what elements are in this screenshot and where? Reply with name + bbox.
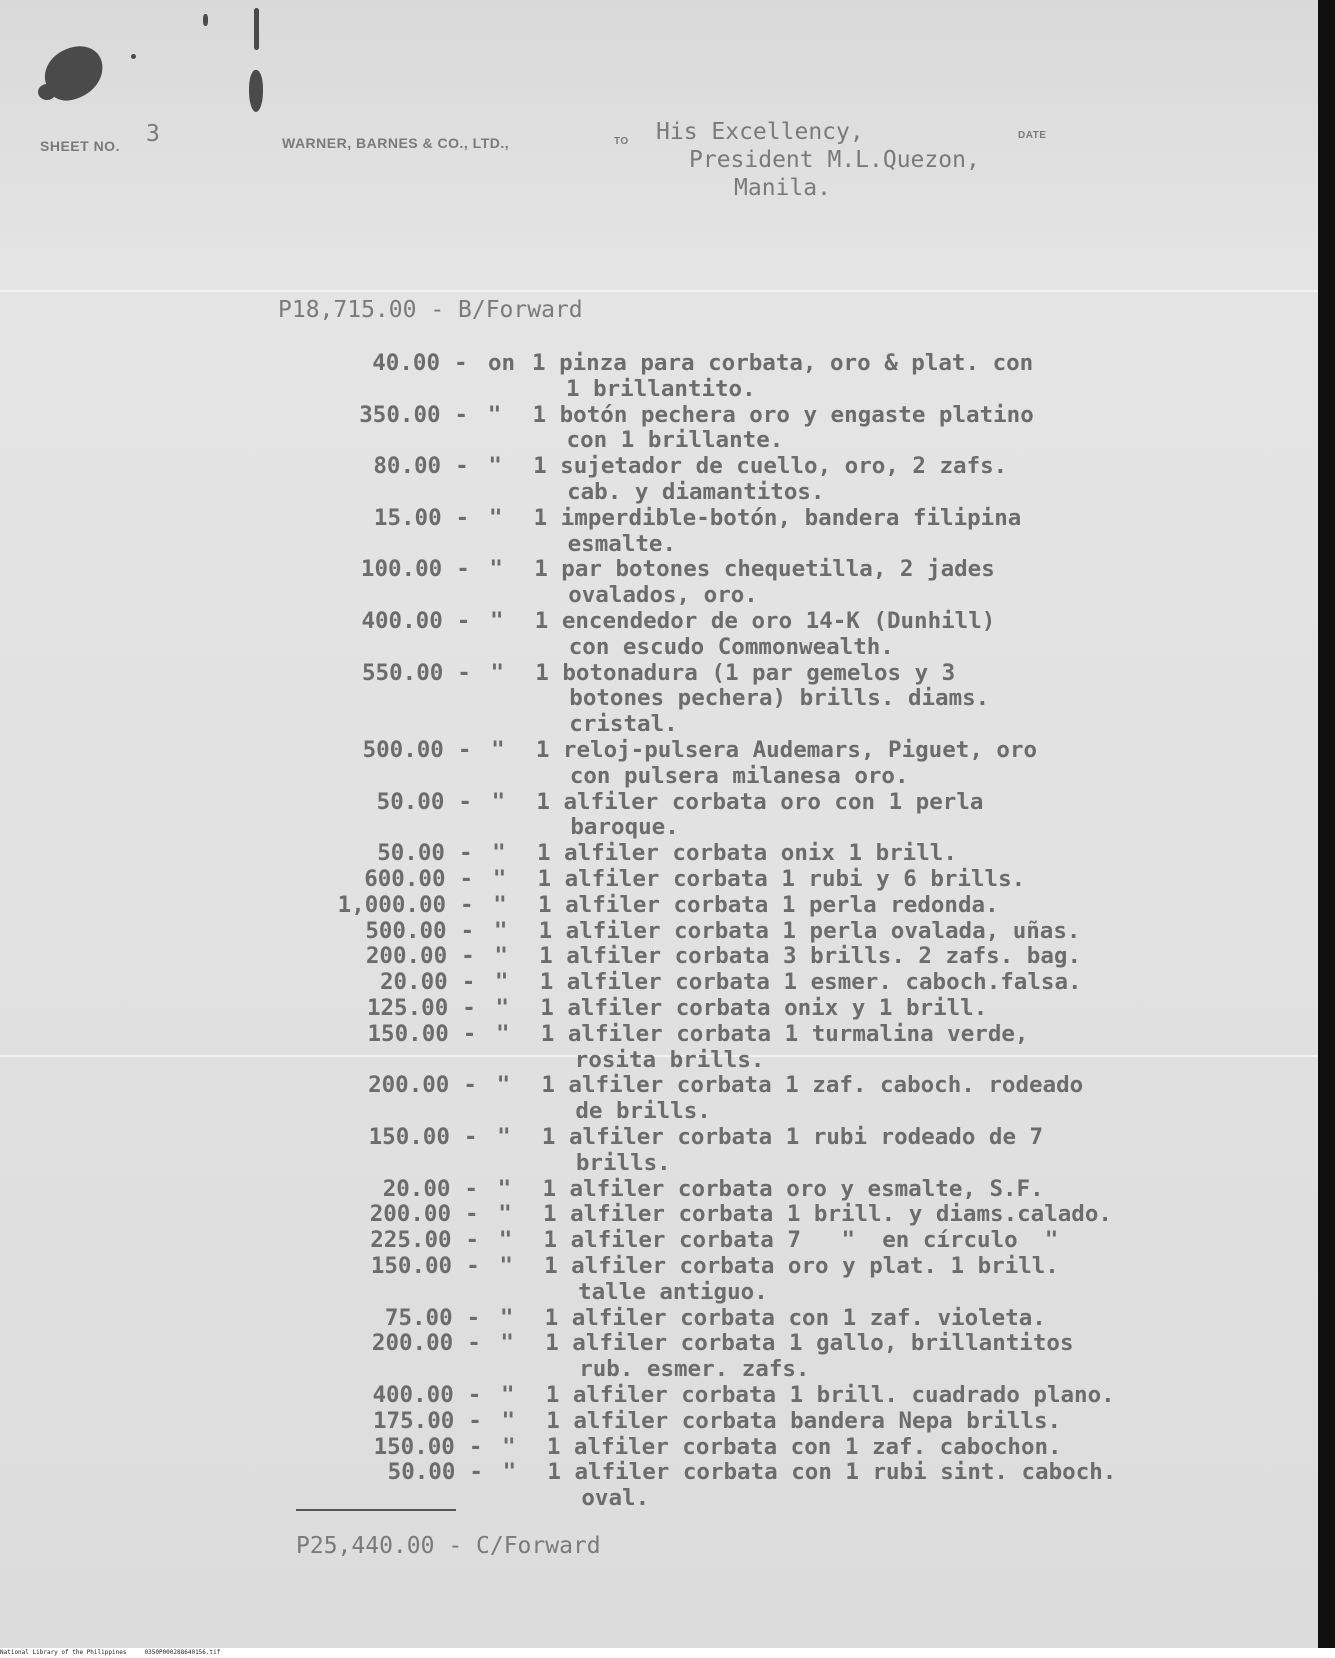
item-description-line: ovalados, oro.: [568, 582, 758, 609]
item-description-line: 1 alfiler corbata 1 perla ovalada, uñas.: [538, 917, 1081, 944]
item-separator: -: [455, 453, 469, 480]
item-separator: -: [455, 504, 470, 531]
item-description-line: 1 alfiler corbata 3 brills. 2 zafs. bag.: [539, 943, 1081, 970]
item-separator: -: [460, 891, 474, 918]
brought-forward: P18,715.00 - B/Forward: [278, 297, 583, 323]
ditto-mark: ": [501, 1407, 516, 1434]
item-amount: 500.00: [362, 737, 444, 763]
fold-line: [0, 290, 1318, 292]
ditto-mark: ": [497, 1175, 512, 1202]
item-description-line: cristal.: [569, 711, 678, 738]
ditto-mark: ": [492, 840, 506, 867]
item-description-line: 1 alfiler corbata con 1 zaf. cabochon.: [546, 1433, 1062, 1460]
item-amount: 20.00: [379, 969, 448, 996]
item-separator: -: [457, 659, 471, 686]
item-amount: 550.00: [362, 659, 444, 686]
ditto-mark: ": [502, 1433, 516, 1460]
item-amount: 100.00: [360, 556, 443, 583]
item-separator: -: [467, 1330, 481, 1357]
item-description-line: 1 encendedor de oro 14-K (Dunhill): [534, 608, 996, 634]
item-separator: -: [460, 917, 475, 944]
item-amount: 200.00: [369, 1201, 451, 1228]
item-amount: 75.00: [384, 1304, 453, 1331]
item-prefix: on: [488, 350, 516, 376]
ditto-mark: ": [491, 737, 505, 763]
ditto-mark: ": [489, 608, 504, 634]
item-description-line: 1 alfiler corbata 1 esmer. caboch.falsa.: [539, 969, 1082, 996]
to-label: TO: [614, 136, 629, 147]
ditto-mark: ": [494, 969, 509, 996]
item-description-line: con pulsera milanesa oro.: [569, 762, 909, 789]
item-separator: -: [456, 608, 471, 634]
item-description-line: 1 reloj-pulsera Audemars, Piguet, oro: [535, 737, 1038, 763]
ditto-mark: ": [494, 943, 508, 970]
item-description-line: rub. esmer. zafs.: [579, 1356, 810, 1383]
ditto-mark: ": [496, 1020, 510, 1047]
item-amount: 1,000.00: [337, 891, 447, 918]
item-separator: -: [456, 556, 470, 583]
item-separator: -: [469, 1459, 483, 1486]
item-description-line: 1 pinza para corbata, oro & plat. con: [532, 350, 1034, 376]
item-amount: 150.00: [367, 1020, 449, 1047]
item-amount: 150.00: [368, 1124, 450, 1150]
item-description-line: 1 alfiler corbata oro y esmalte, S.F.: [542, 1175, 1044, 1202]
item-description-line: botones pechera) brills. diams.: [569, 685, 990, 712]
item-separator: -: [468, 1407, 482, 1434]
ditto-mark: ": [488, 453, 502, 480]
item-description-line: con 1 brillante.: [566, 427, 784, 454]
item-description-line: 1 alfiler corbata 1 zaf. caboch. rodeado: [541, 1072, 1084, 1099]
ditto-mark: ": [500, 1382, 515, 1408]
item-description-line: 1 alfiler corbata 1 rubi y 6 brills.: [537, 866, 1026, 892]
item-description-line: 1 imperdible-botón, bandera filipina: [533, 504, 1022, 531]
item-separator: -: [468, 1433, 483, 1460]
item-separator: -: [463, 1124, 478, 1150]
company-name: WARNER, BARNES & CO., LTD.,: [282, 135, 510, 151]
sheet-number-label: SHEET NO.: [40, 138, 120, 154]
item-description-line: 1 alfiler corbata oro y plat. 1 brill.: [544, 1253, 1059, 1279]
ink-blot: [203, 14, 208, 26]
item-description-line: 1 botón pechera oro y engaste platino: [532, 401, 1034, 428]
ditto-mark: ": [487, 401, 502, 428]
item-separator: -: [457, 737, 472, 763]
item-amount: 150.00: [373, 1433, 455, 1460]
ink-blot: [254, 8, 259, 50]
item-description-line: 1 alfiler corbata 1 brill. y diams.calado.: [543, 1201, 1112, 1228]
item-separator: -: [462, 995, 476, 1021]
item-description-line: 1 alfiler corbata bandera Nepa brills.: [546, 1407, 1062, 1434]
addressee-line: President M.L.Quezon,: [689, 147, 980, 173]
item-description-line: 1 botonadura (1 par gemelos y 3: [535, 659, 956, 686]
item-amount: 400.00: [372, 1382, 454, 1408]
item-description-line: rosita brills.: [574, 1046, 765, 1073]
item-amount: 50.00: [376, 788, 445, 815]
ditto-mark: ": [495, 995, 510, 1021]
item-amount: 15.00: [373, 504, 442, 531]
ditto-mark: ": [499, 1253, 513, 1279]
item-description-line: 1 alfiler corbata 1 turmalina verde,: [540, 1020, 1029, 1047]
item-description-line: cab. y diamantitos.: [567, 479, 825, 505]
item-amount: 400.00: [361, 608, 443, 634]
scan-footer-note: National Library of the Philippines 0350P000288640156.tif: [0, 1649, 221, 1656]
item-description-line: 1 alfiler corbata 1 perla redonda.: [538, 891, 999, 918]
item-amount: 150.00: [370, 1253, 453, 1279]
item-description-line: con escudo Commonwealth.: [568, 633, 894, 660]
item-description-line: baroque.: [570, 814, 679, 841]
item-separator: -: [459, 866, 474, 892]
item-amount: 50.00: [377, 840, 445, 867]
item-separator: -: [462, 1020, 477, 1047]
ditto-mark: ": [488, 504, 503, 531]
item-description-line: 1 alfiler corbata con 1 zaf. violeta.: [544, 1304, 1046, 1331]
item-description-line: 1 alfiler corbata onix 1 brill.: [536, 840, 957, 867]
item-description-line: 1 alfiler corbata 1 rubi rodeado de 7: [541, 1124, 1044, 1150]
date-label: DATE: [1018, 130, 1047, 141]
item-separator: -: [465, 1227, 480, 1254]
item-description-line: 1 alfiler corbata 7 " en círculo ": [543, 1227, 1059, 1254]
addressee-line: Manila.: [734, 175, 831, 201]
ditto-mark: ": [497, 1124, 511, 1150]
ditto-mark: ": [500, 1330, 514, 1357]
item-separator: -: [467, 1382, 482, 1408]
total-rule: [296, 1509, 456, 1511]
item-amount: 20.00: [382, 1175, 451, 1202]
ditto-mark: ": [498, 1201, 512, 1228]
ditto-mark: ": [492, 866, 507, 892]
ditto-mark: ": [493, 917, 508, 944]
ditto-mark: ": [490, 659, 505, 686]
ink-blot: [249, 70, 263, 112]
item-amount: 200.00: [368, 1072, 450, 1099]
item-separator: -: [458, 840, 473, 867]
sheet-number: 3: [146, 121, 160, 147]
item-separator: -: [465, 1201, 479, 1228]
item-separator: -: [458, 788, 472, 815]
item-description-line: 1 brillantito.: [566, 375, 756, 402]
item-separator: -: [466, 1304, 481, 1331]
item-description-line: 1 alfiler corbata oro con 1 perla: [536, 788, 984, 815]
ditto-mark: ": [498, 1227, 513, 1254]
item-description-line: 1 alfiler corbata 1 gallo, brillantitos: [545, 1330, 1074, 1357]
item-amount: 50.00: [387, 1459, 456, 1486]
ditto-mark: ": [496, 1072, 511, 1099]
scan-border: [1318, 0, 1335, 1648]
item-amount: 500.00: [365, 917, 447, 944]
item-separator: -: [464, 1175, 478, 1202]
ditto-mark: ": [491, 788, 506, 815]
ditto-mark: ": [489, 556, 503, 583]
item-description-line: oval.: [581, 1485, 650, 1512]
item-amount: 175.00: [373, 1407, 455, 1434]
item-amount: 125.00: [366, 995, 449, 1021]
item-amount: 200.00: [365, 943, 448, 970]
item-description-line: 1 par botones chequetilla, 2 jades: [534, 556, 995, 583]
item-amount: 40.00: [372, 350, 440, 376]
addressee-line: His Excellency,: [656, 119, 864, 145]
item-description-line: 1 alfiler corbata con 1 rubi sint. caboch.: [547, 1459, 1117, 1486]
item-separator: -: [463, 1072, 477, 1099]
carried-forward: P25,440.00 - C/Forward: [296, 1533, 601, 1559]
item-amount: 600.00: [364, 866, 446, 892]
ditto-mark: ": [499, 1304, 514, 1331]
item-separator: -: [454, 350, 468, 376]
ditto-mark: ": [493, 891, 507, 918]
item-amount: 350.00: [359, 401, 441, 428]
item-description-line: esmalte.: [567, 530, 677, 557]
item-description-line: 1 alfiler corbata onix y 1 brill.: [540, 995, 988, 1021]
item-separator: -: [461, 943, 475, 970]
item-separator: -: [466, 1253, 480, 1279]
item-description-line: talle antiguo.: [578, 1278, 768, 1305]
item-description-line: 1 alfiler corbata 1 brill. cuadrado plano.: [545, 1382, 1115, 1408]
ink-blot: [131, 54, 136, 59]
ink-blot: [38, 84, 56, 100]
item-separator: -: [454, 401, 469, 428]
ditto-mark: ": [502, 1459, 517, 1486]
item-amount: 200.00: [371, 1330, 454, 1357]
item-description-line: 1 sujetador de cuello, oro, 2 zafs.: [533, 453, 1008, 480]
item-description-line: de brills.: [575, 1098, 711, 1125]
item-amount: 225.00: [370, 1227, 452, 1254]
item-amount: 80.00: [373, 453, 442, 480]
item-separator: -: [461, 969, 476, 996]
item-description-line: brills.: [575, 1149, 671, 1176]
